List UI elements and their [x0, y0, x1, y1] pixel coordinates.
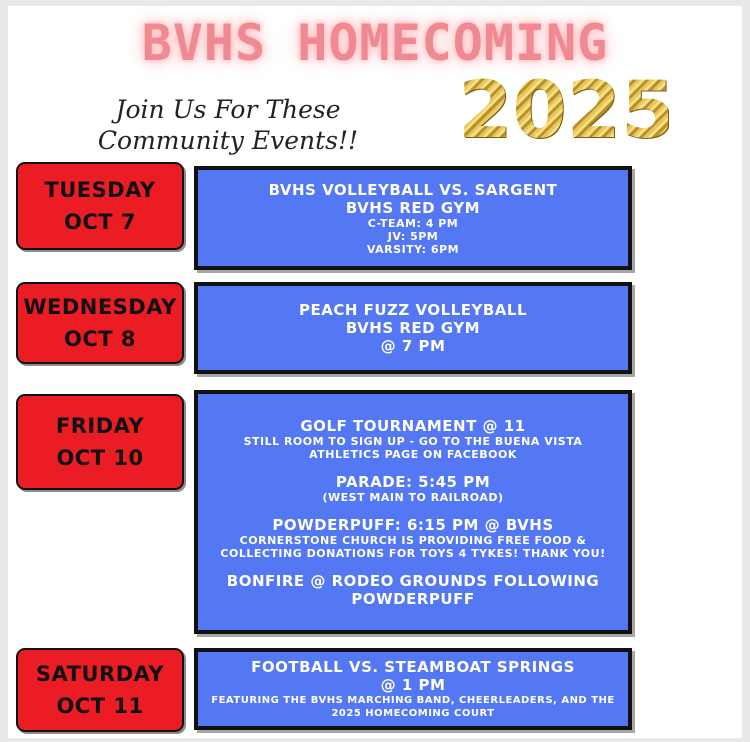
bonfire-line-2: POWDERPUFF [351, 589, 475, 608]
event-title: PEACH FUZZ VOLLEYBALL [298, 301, 527, 319]
golf-note-1: STILL ROOM TO SIGN UP - GO TO THE BUENA VISTA [243, 434, 583, 448]
year-graphic: 2025 [458, 66, 676, 156]
day-badge-saturday [16, 648, 184, 732]
bonfire-line-1: BONFIRE @ RODEO GROUNDS FOLLOWING [226, 571, 600, 590]
parade-note: (WEST MAIN TO RAILROAD) [322, 490, 504, 504]
event-location: BVHS RED GYM [345, 198, 481, 217]
day-date: OCT 8 [63, 327, 136, 351]
flyer-title: BVHS HOMECOMING [141, 14, 609, 72]
event-card-tuesday [194, 166, 632, 270]
day-date: OCT 7 [63, 210, 136, 234]
event-title: BVHS VOLLEYBALL VS. SARGENT [268, 180, 558, 199]
day-name: TUESDAY [44, 178, 156, 202]
event-time-jv: JV: 5PM [387, 229, 439, 243]
event-card-friday [194, 390, 632, 634]
day-date: OCT 10 [56, 446, 144, 470]
event-note-2: 2025 HOMECOMING COURT [331, 708, 495, 719]
day-name: WEDNESDAY [23, 295, 177, 319]
day-name: SATURDAY [35, 662, 165, 686]
parade-title: PARADE: 5:45 PM [335, 472, 491, 491]
event-time: @ 1 PM [380, 676, 446, 694]
event-card-saturday [194, 648, 632, 730]
tagline-line-2: Community Events!! [97, 126, 359, 155]
event-location: BVHS RED GYM [345, 319, 481, 337]
day-name: FRIDAY [55, 414, 145, 438]
day-badge-friday [16, 394, 184, 490]
event-time-varsity: VARSITY: 6PM [366, 242, 460, 256]
tagline-line-1: Join Us For These [115, 95, 341, 124]
powderpuff-note-1: CORNERSTONE CHURCH IS PROVIDING FREE FOOD & [239, 533, 587, 547]
powderpuff-title: POWDERPUFF: 6:15 PM @ BVHS [272, 515, 554, 534]
event-note-1: FEATURING THE BVHS MARCHING BAND, CHEERLEADERS, AND THE [211, 695, 615, 706]
day-date: OCT 11 [56, 694, 144, 718]
golf-title: GOLF TOURNAMENT @ 11 [300, 416, 526, 435]
event-time-cteam: C-TEAM: 4 PM [367, 216, 459, 230]
tagline [68, 94, 388, 156]
event-card-wednesday [194, 282, 632, 374]
day-badge-wednesday [16, 282, 184, 364]
event-title: FOOTBALL VS. STEAMBOAT SPRINGS [251, 658, 575, 676]
flyer [8, 6, 742, 738]
day-badge-tuesday [16, 162, 184, 250]
event-time: @ 7 PM [380, 337, 446, 355]
powderpuff-note-2: COLLECTING DONATIONS FOR TOYS 4 TYKES! THANK YOU! [220, 546, 606, 560]
golf-note-2: ATHLETICS PAGE ON FACEBOOK [309, 447, 517, 461]
